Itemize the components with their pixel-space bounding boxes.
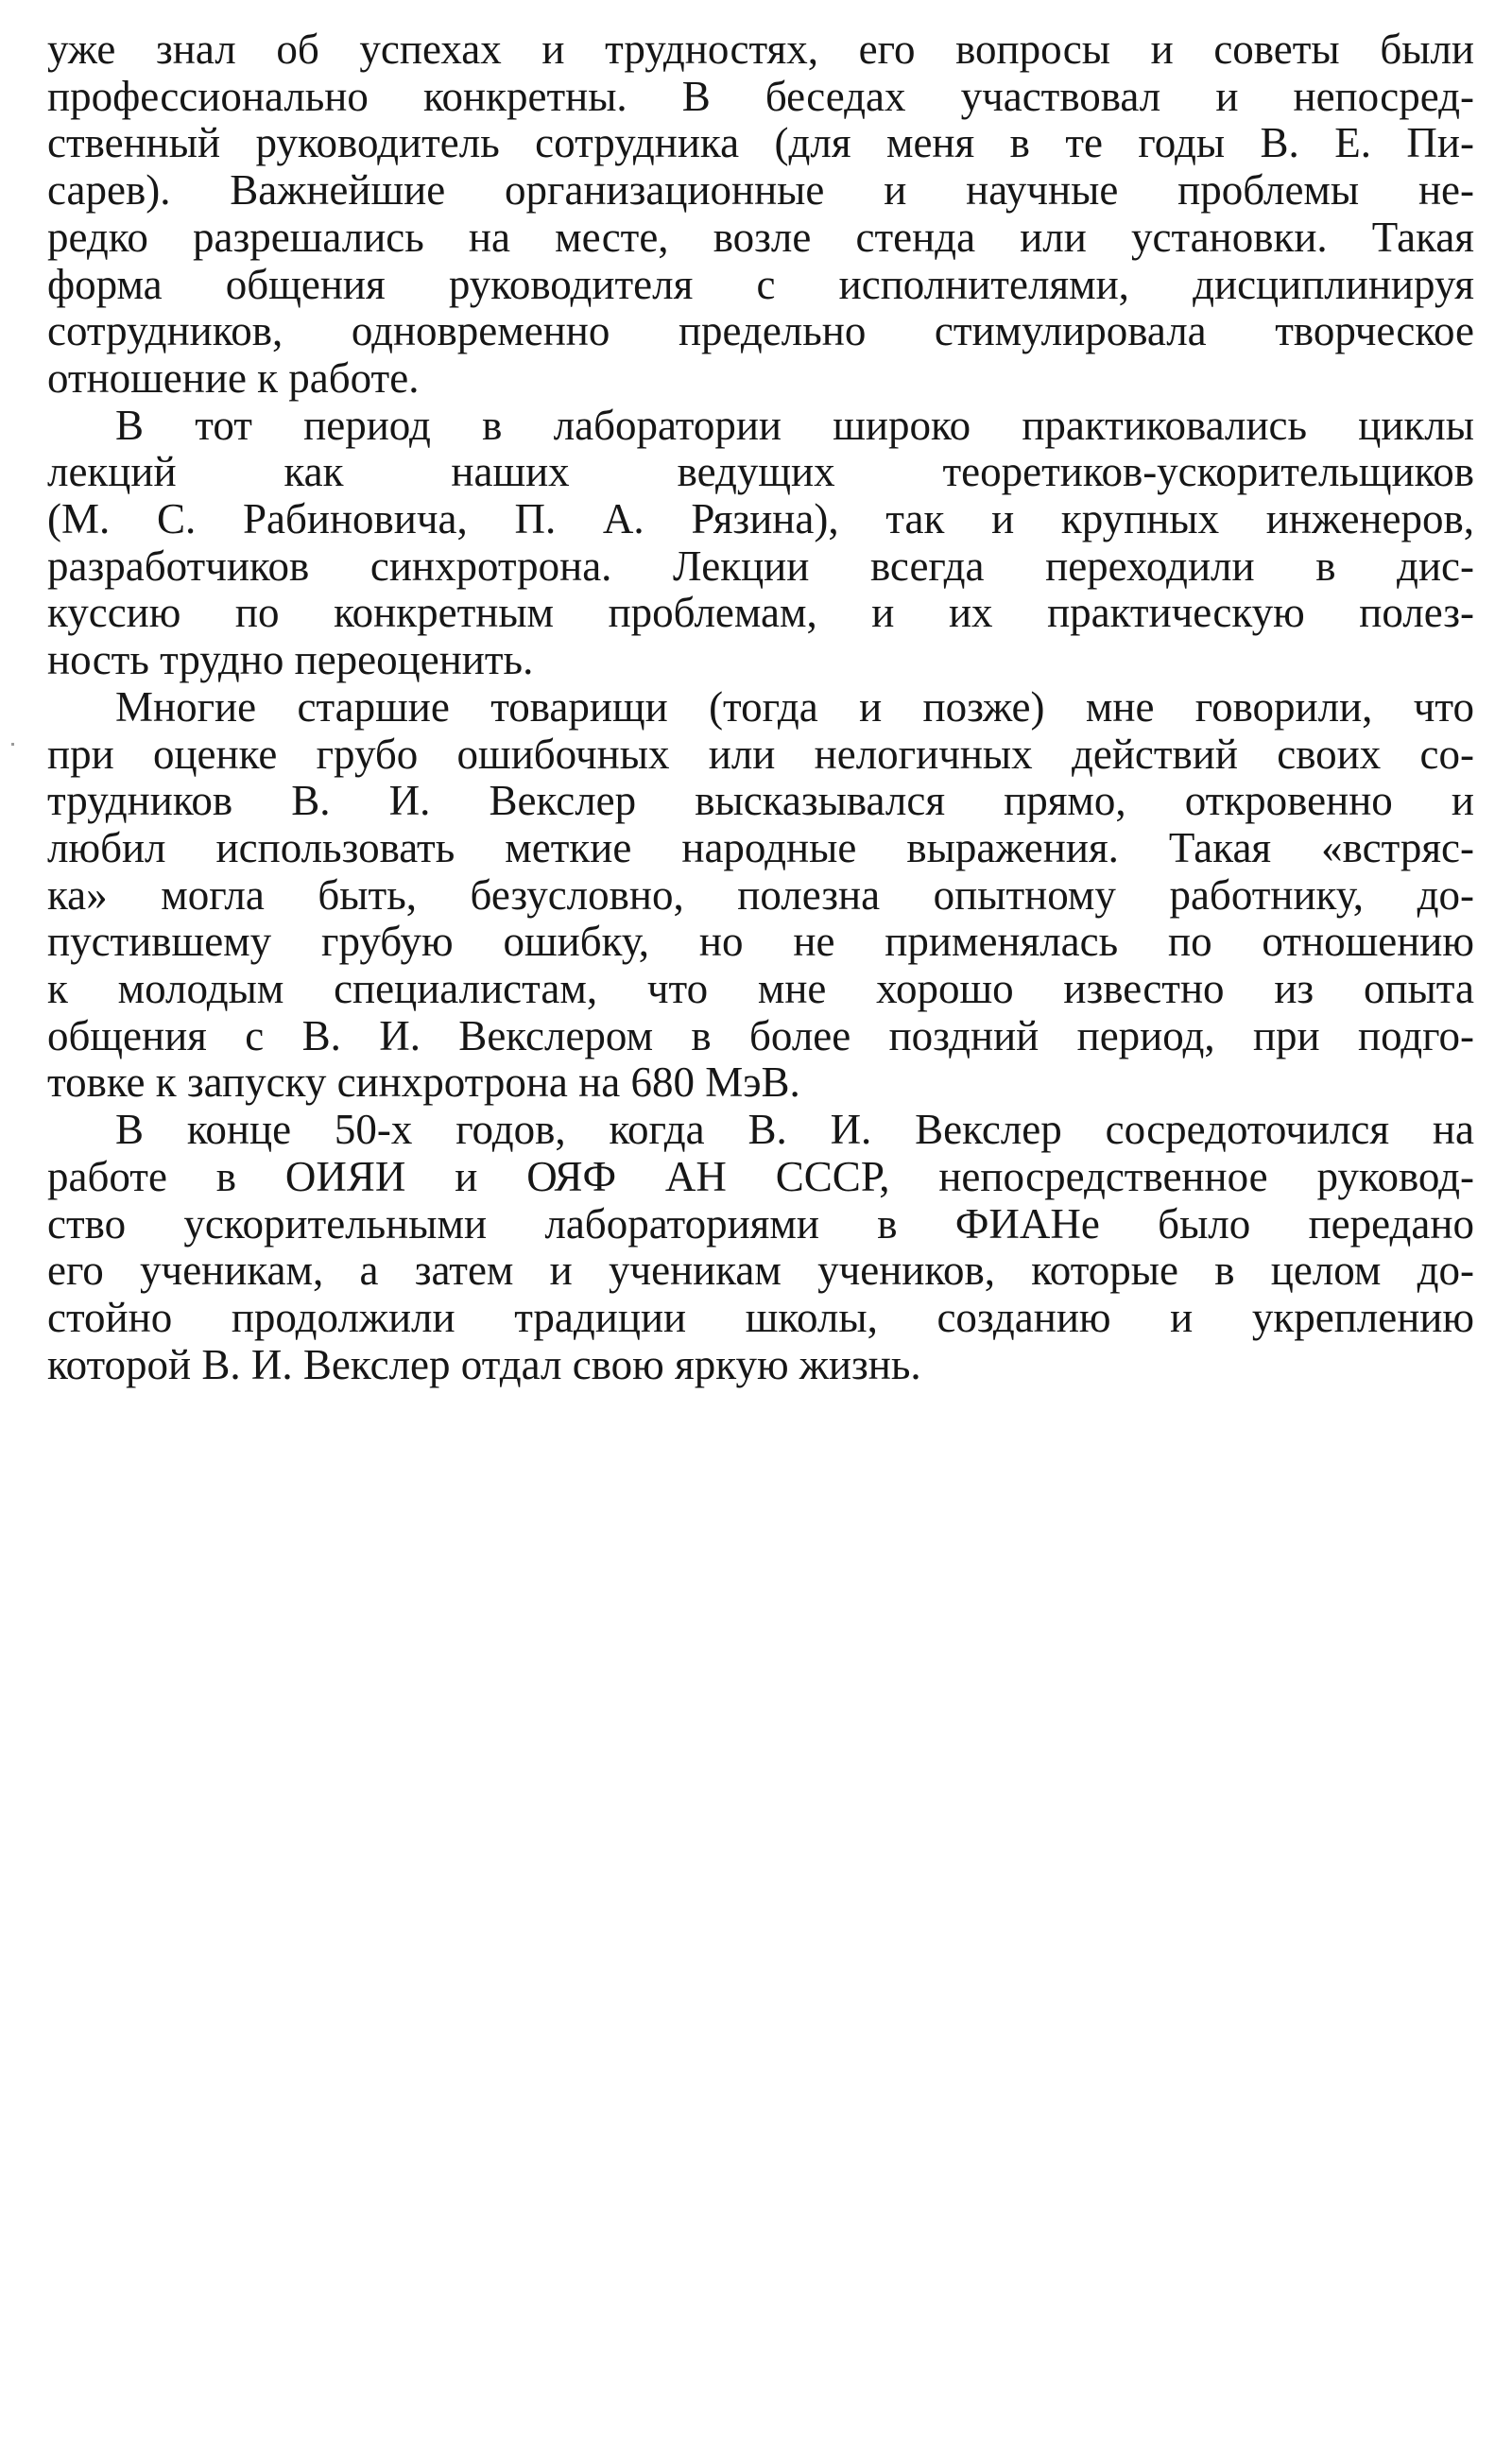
text-line: любил использовать меткие народные выражения. Такая «встряс- — [47, 823, 1474, 871]
text-line: товке к запуску синхротрона на 680 МэВ. — [47, 1058, 800, 1107]
text-line: отношение к работе. — [47, 353, 420, 402]
text-line: куссию по конкретным проблемам, и их практическую полез- — [47, 589, 1474, 637]
text-line: ка» могла быть, безусловно, полезна опытному работнику, до- — [47, 870, 1474, 919]
text-line: которой В. И. Векслер отдал свою яркую жизнь. — [47, 1340, 921, 1388]
text-line: к молодым специалистам, что мне хорошо известно из опыта — [47, 965, 1474, 1013]
text-line: ственный руководитель сотрудника (для меня в те годы В. Е. Пи- — [47, 119, 1474, 167]
text-line: ство ускорительными лабораториями в ФИАНе было передано — [47, 1199, 1474, 1248]
text-line: его ученикам, а затем и ученикам учеников, которые в целом до- — [47, 1247, 1474, 1295]
text-line: общения с В. И. Векслером в более поздний период, при подго- — [47, 1011, 1474, 1059]
text-line: разработчиков синхротрона. Лекции всегда переходили в дис- — [47, 542, 1474, 590]
text-line: стойно продолжили традиции школы, созданию и укреплению — [47, 1293, 1474, 1341]
text-line: трудников В. И. Векслер высказывался прямо, откровенно и — [47, 777, 1474, 825]
text-line: форма общения руководителя с исполнителями, дисциплинируя — [47, 260, 1474, 308]
text-line: ность трудно переоценить. — [47, 636, 534, 684]
text-line: сарев). Важнейшие организационные и научные проблемы не- — [47, 166, 1474, 215]
paragraph-3 — [47, 684, 1474, 1107]
text-line: лекций как наших ведущих теоретиков-ускорительщиков — [47, 448, 1474, 496]
text-line: В тот период в лаборатории широко практиковались циклы — [115, 401, 1474, 449]
text-line: В конце 50-х годов, когда В. И. Векслер сосредоточился на — [115, 1106, 1474, 1154]
text-line: уже знал об успехах и трудностях, его вопросы и советы были — [47, 26, 1474, 73]
paragraph-4 — [47, 1107, 1474, 1388]
text-line: сотрудников, одновременно предельно стимулировала творческое — [47, 307, 1474, 355]
paragraph-2 — [47, 403, 1474, 684]
text-line: (М. С. Рабиновича, П. А. Рязина), так и крупных инженеров, — [47, 495, 1474, 543]
text-line: работе в ОИЯИ и ОЯФ АН СССР, непосредственное руковод- — [47, 1152, 1474, 1200]
text-line: профессионально конкретны. В беседах участвовал и непосред- — [47, 72, 1474, 120]
document-page — [47, 26, 1474, 1388]
text-line: Многие старшие товарищи (тогда и позже) мне говорили, что — [115, 682, 1474, 731]
text-line: редко разрешались на месте, возле стенда или установки. Такая — [47, 213, 1474, 261]
paragraph-1 — [47, 26, 1474, 403]
text-line: пустившему грубую ошибку, но не применялась по отношению — [47, 918, 1474, 966]
scan-speck — [11, 743, 14, 746]
text-line: при оценке грубо ошибочных или нелогичных действий своих со- — [47, 730, 1474, 778]
